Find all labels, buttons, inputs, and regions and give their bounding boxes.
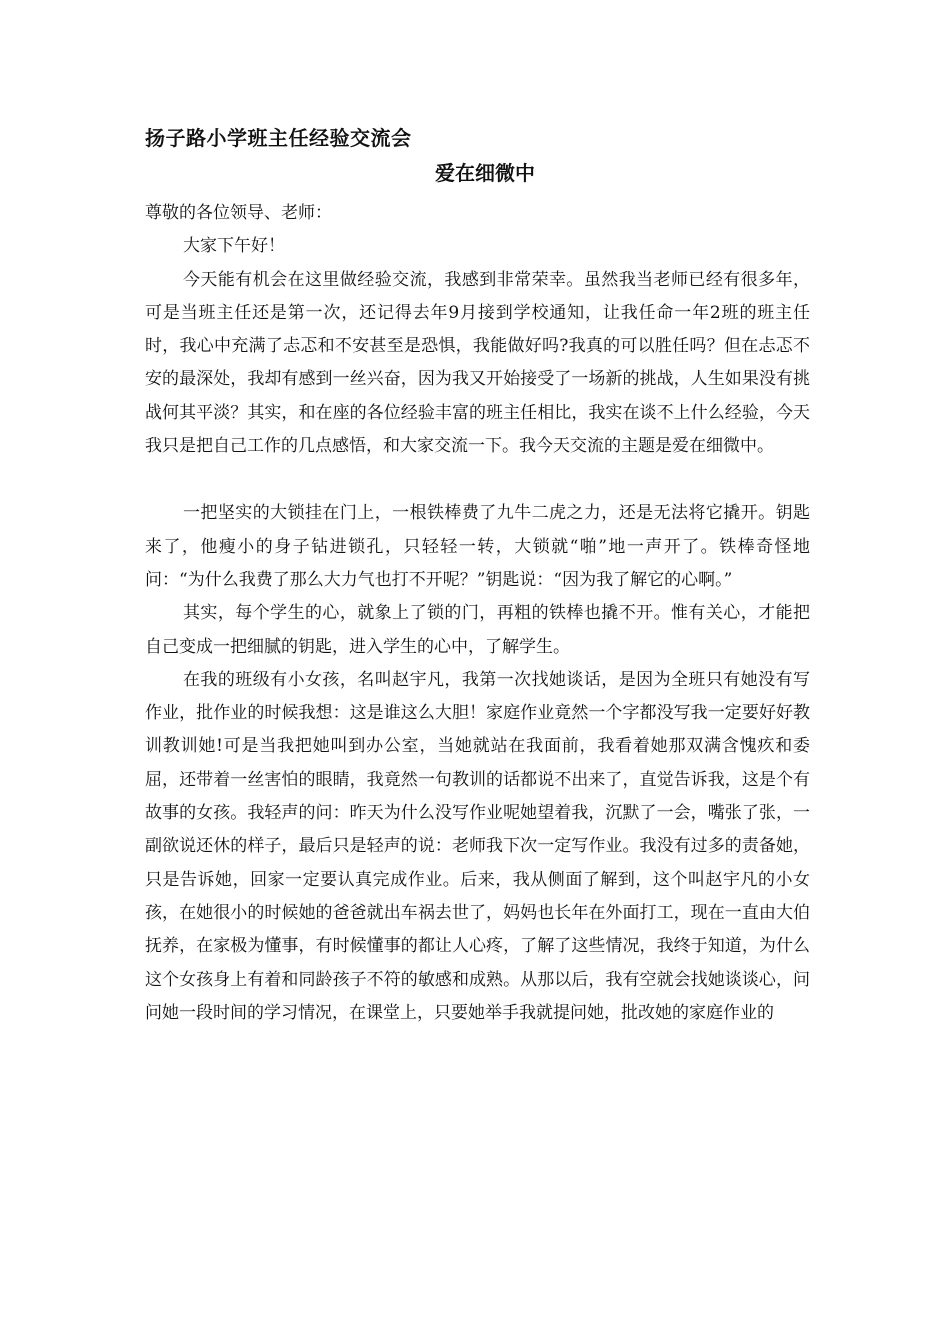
paragraph-intro: 今天能有机会在这里做经验交流，我感到非常荣幸。虽然我当老师已经有很多年，可是当班主任还是第一次，还记得去年9月接到学校通知，让我任命一年2班的班主任时，我心中充满了忐忑和不安甚至是恐惧，我能做好吗?我真的可以胜任吗？但在忐忑不安的最深处，我却有感到一丝兴奋，因为我又开始接受了一场新的挑战，人生如果没有挑战何其平淡？其实，和在座的各位经验丰富的班主任相比，我实在谈不上什么经验，今天我只是把自己工作的几点感悟，和大家交流一下。我今天交流的主题是爱在细微中。 [145,269,810,457]
paragraph-story: 一把坚实的大锁挂在门上，一根铁棒费了九牛二虎之力，还是无法将它撬开。钥匙来了，他瘦小的身子钻进锁孔，只轻轻一转，大锁就“啪”地一声开了。铁棒奇怪地问：“为什么我费了那么大力气也打不开呢？”钥匙说：“因为我了解它的心啊。” [145,503,810,590]
speech-title: 爱在细微中 [435,161,535,185]
paragraph-gap [145,463,810,497]
paragraph-reflection: 其实，每个学生的心，就象上了锁的门，再粗的铁棒也撬不开。惟有关心，才能把自己变成一把细腻的钥匙，进入学生的心中，了解学生。 [145,603,810,657]
speech-body [145,197,810,1030]
salutation: 尊敬的各位领导、老师： [145,203,332,223]
paragraph-student-case: 在我的班级有小女孩，名叫赵宇凡，我第一次找她谈话，是因为全班只有她没有写作业，批作业的时候我想：这是谁这么大胆！家庭作业竟然一个字都没写我一定要好好教训教训她!可是当我把她叫到办公室，当她就站在我面前，我看着她那双满含愧疚和委屈，还带着一丝害怕的眼睛，我竟然一句教训的话都说不出来了，直觉告诉我，这是个有故事的女孩。我轻声的问：昨天为什么没写作业呢她望着我，沉默了一会，嘴张了张，一副欲说还休的样子，最后只是轻声的说：老师我下次一定写作业。我没有过多的责备她，只是告诉她，回家一定要认真完成作业。后来，我从侧面了解到，这个叫赵宇凡的小女孩，在她很小的时候她的爸爸就出车祸去世了，妈妈也长年在外面打工，现在一直由大伯抚养，在家极为懂事，有时候懂事的都让人心疼，了解了这些情况，我终于知道，为什么这个女孩身上有着和同龄孩子不符的敏感和成熟。从那以后，我有空就会找她谈谈心，问问她一段时间的学习情况，在课堂上，只要她举手我就提问她，批改她的家庭作业的 [145,669,810,1023]
greeting: 大家下午好！ [183,236,285,257]
event-header: 扬子路小学班主任经验交流会 [145,126,412,150]
